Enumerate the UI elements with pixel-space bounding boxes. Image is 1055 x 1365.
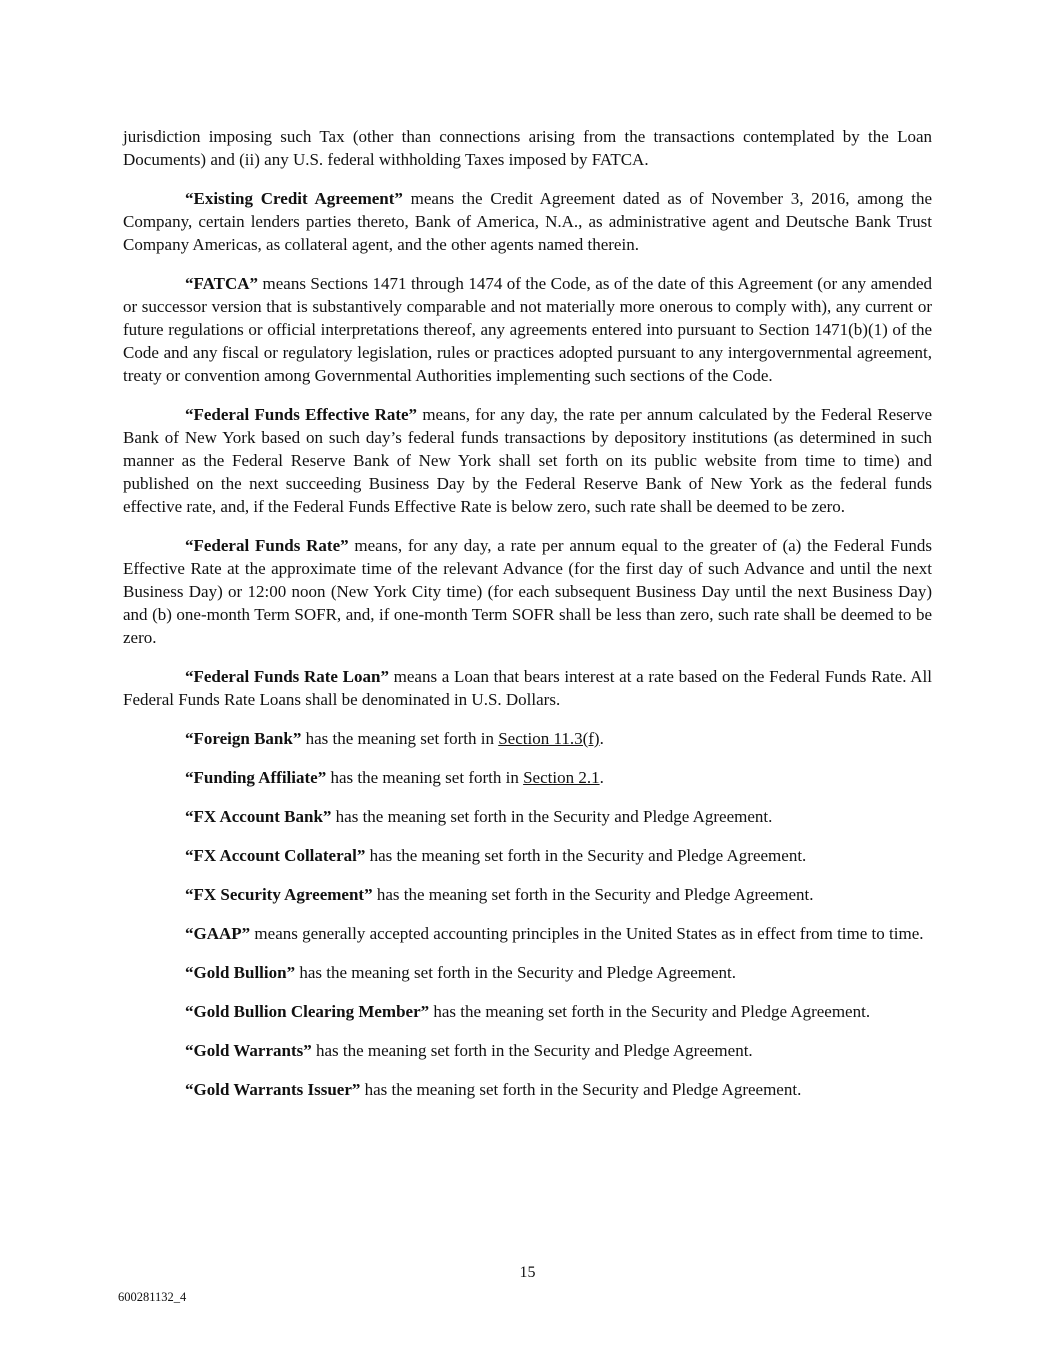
- paragraph-text: has the meaning set forth in: [301, 729, 499, 748]
- paragraph-text: means, for any day, the rate per annum calculated by the Federal Reserve Bank of New York based on such day’s federal funds transactions by depository institutions (as determined in such manner as the Federal Reserve Bank of New York shall set forth on its public website from time to time) and published on the next succeeding Business Day by the Federal Reserve Bank of New York as the federal funds effective rate, and, if the Federal Funds Effective Rate is below zero, such rate shall be deemed to be zero.: [123, 405, 932, 516]
- paragraph-text: .: [599, 729, 604, 748]
- paragraph-text: has the meaning set forth in the Security and Pledge Agreement.: [372, 885, 814, 904]
- defined-term: “GAAP”: [185, 924, 251, 943]
- paragraph-text: has the meaning set forth in the Security and Pledge Agreement.: [365, 846, 807, 865]
- paragraph: [123, 187, 932, 256]
- paragraph-text: jurisdiction imposing such Tax (other than connections arising from the transactions contemplated by the Loan Documents) and (ii) any U.S. federal withholding Taxes imposed by FATCA.: [123, 127, 932, 169]
- paragraph-text: has the meaning set forth in: [326, 768, 524, 787]
- section-reference: Section 11.3(f): [498, 729, 600, 748]
- paragraph-text: means Sections 1471 through 1474 of the Code, as of the date of this Agreement (or any amended or successor version that is substantively comparable and not materially more onerous to comply with), any current or future regulations or official interpretations thereof, any agreements entered into pursuant to Section 1471(b)(1) of the Code and any fiscal or regulatory legislation, rules or practices adopted pursuant to any intergovernmental agreement, treaty or convention among Governmental Authorities implementing such sections of the Code.: [123, 274, 932, 385]
- defined-term: “Gold Bullion”: [185, 963, 296, 982]
- paragraph: [123, 1078, 932, 1101]
- paragraph-text: has the meaning set forth in the Security and Pledge Agreement.: [360, 1080, 802, 1099]
- paragraph: [123, 665, 932, 711]
- defined-term: “FX Account Collateral”: [185, 846, 366, 865]
- paragraph: [123, 1000, 932, 1023]
- defined-term: “Gold Warrants Issuer”: [185, 1080, 361, 1099]
- paragraph: [123, 272, 932, 387]
- defined-term: “Gold Bullion Clearing Member”: [185, 1002, 430, 1021]
- paragraph-text: means a Loan that bears interest at a rate based on the Federal Funds Rate. All Federal Funds Rate Loans shall be denominated in U.S. Dollars.: [123, 667, 932, 709]
- paragraph-text: means, for any day, a rate per annum equal to the greater of (a) the Federal Funds Effective Rate at the approximate time of the relevant Advance (for the first day of such Advance and until the next Business Day) or 12:00 noon (New York City time) (for each subsequent Business Day until the next Business Day) and (b) one-month Term SOFR, and, if one-month Term SOFR shall be less than zero, such rate shall be deemed to be zero.: [123, 536, 932, 647]
- paragraph: [123, 883, 932, 906]
- paragraph-text: means the Credit Agreement dated as of November 3, 2016, among the Company, certain lenders parties thereto, Bank of America, N.A., as administrative agent and Deutsche Bank Trust Company Americas, as collateral agent, and the other agents named therein.: [123, 189, 932, 254]
- defined-term: “Gold Warrants”: [185, 1041, 312, 1060]
- paragraph: [123, 961, 932, 984]
- paragraph: [123, 534, 932, 649]
- paragraph: [123, 805, 932, 828]
- paragraph: [123, 922, 932, 945]
- paragraph-text: has the meaning set forth in the Security and Pledge Agreement.: [295, 963, 737, 982]
- paragraph-text: has the meaning set forth in the Security and Pledge Agreement.: [311, 1041, 753, 1060]
- paragraph-text: .: [599, 768, 604, 787]
- document-id: 600281132_4: [118, 1290, 187, 1304]
- paragraph: [123, 766, 932, 789]
- page-number: 15: [519, 1264, 536, 1281]
- defined-term: “Foreign Bank”: [185, 729, 302, 748]
- document-body: [123, 125, 932, 1117]
- section-reference: Section 2.1: [523, 768, 600, 787]
- paragraph: [123, 403, 932, 518]
- paragraph: [123, 844, 932, 867]
- paragraph: [123, 125, 932, 171]
- defined-term: “FX Account Bank”: [185, 807, 332, 826]
- paragraph-text: means generally accepted accounting principles in the United States as in effect from time to time.: [250, 924, 924, 943]
- defined-term: “Funding Affiliate”: [185, 768, 327, 787]
- paragraph: [123, 1039, 932, 1062]
- defined-term: “FX Security Agreement”: [185, 885, 373, 904]
- defined-term: “Federal Funds Rate Loan”: [185, 667, 389, 686]
- paragraph: [123, 727, 932, 750]
- defined-term: “FATCA”: [185, 274, 259, 293]
- defined-term: “Federal Funds Rate”: [185, 536, 349, 555]
- paragraph-text: has the meaning set forth in the Security and Pledge Agreement.: [429, 1002, 871, 1021]
- defined-term: “Federal Funds Effective Rate”: [185, 405, 418, 424]
- paragraph-text: has the meaning set forth in the Security and Pledge Agreement.: [331, 807, 773, 826]
- defined-term: “Existing Credit Agreement”: [185, 189, 403, 208]
